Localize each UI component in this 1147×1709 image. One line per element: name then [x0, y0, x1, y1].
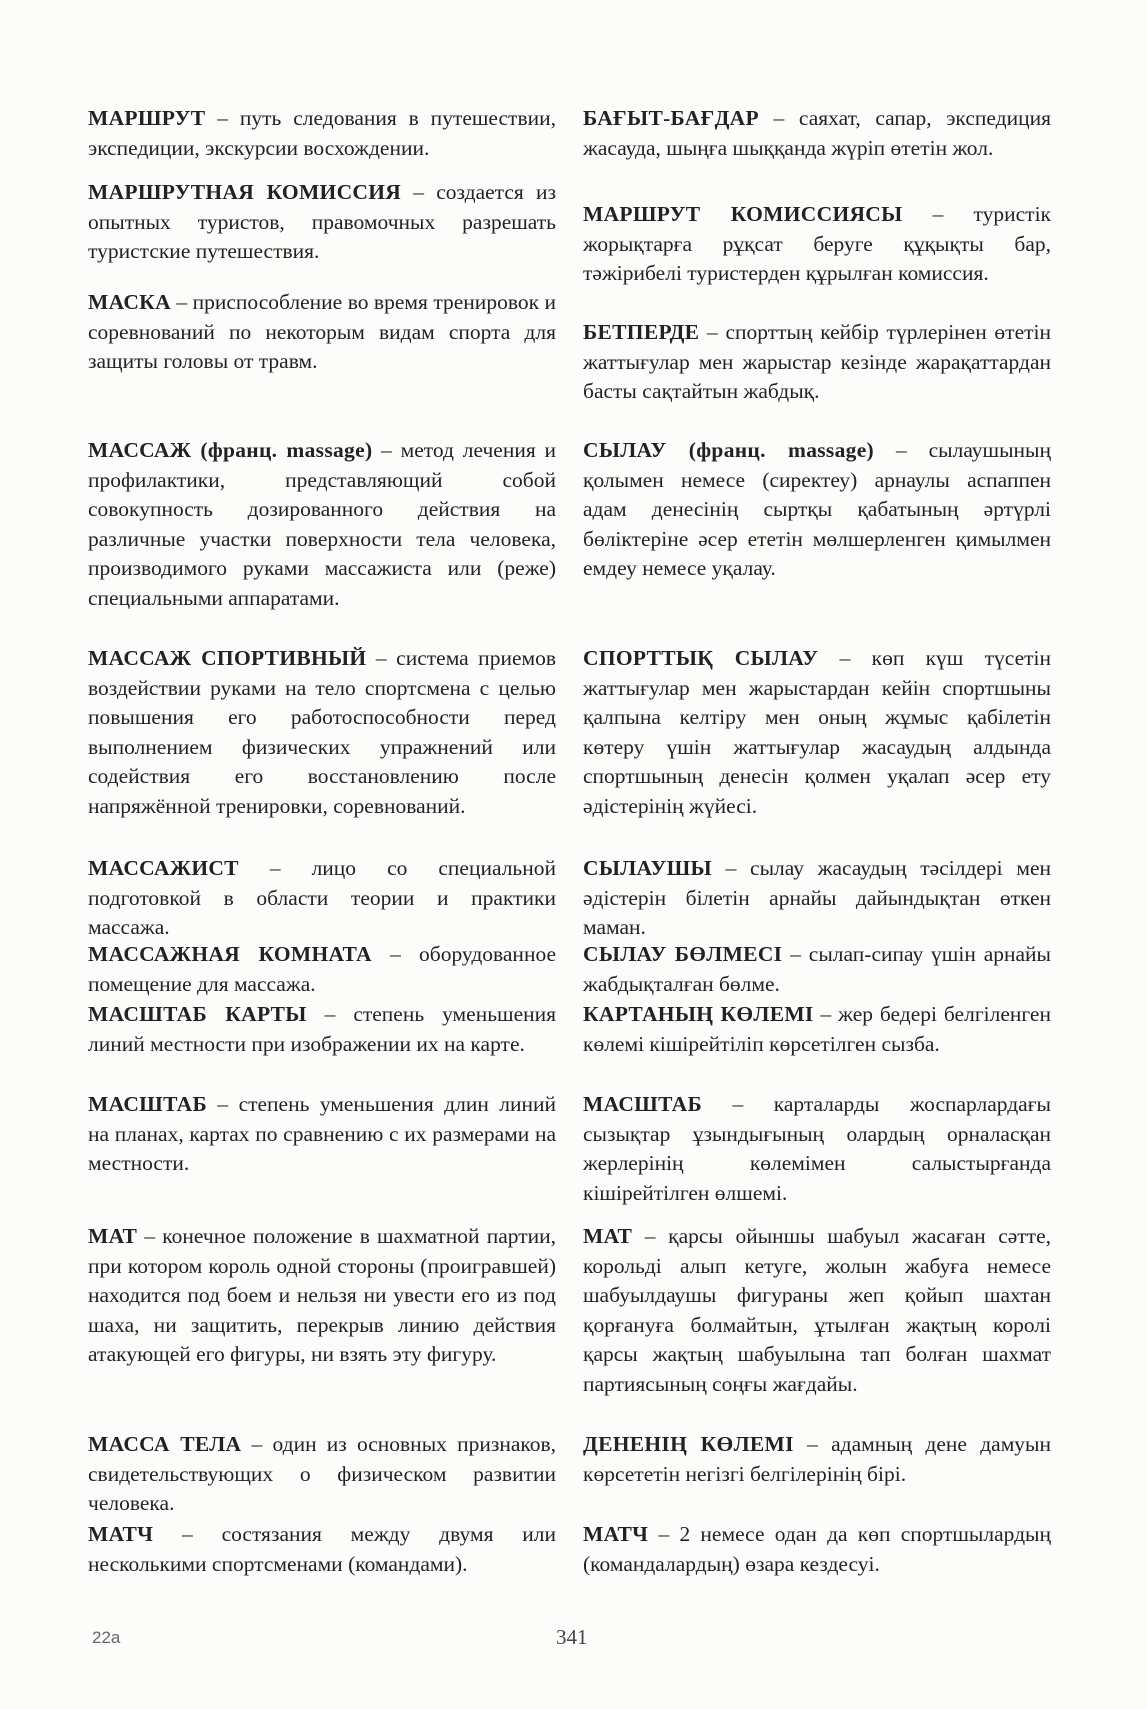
entry-definition: – лицо со специальной подготовкой в области теории и практики массажа.: [88, 856, 556, 940]
entry-mat: [88, 1222, 556, 1370]
entry-term: МАСШТАБ: [88, 1092, 207, 1116]
entry-masshtab-karty: [88, 1000, 556, 1059]
entry-masshtab-kz: [583, 1090, 1051, 1208]
entry-definition: – оборудованное помещение для массажа.: [88, 942, 556, 996]
entry-definition: – туристік жорықтарға рұқсат беруге құқықты бар, тәжірибелі туристерден құрылған комиссия.: [583, 202, 1051, 286]
entry-definition: – саяхат, сапар, экспедиция жасауда, шыңға шыққанда жүріп өтетін жол.: [583, 106, 1051, 160]
entry-marshrut-komissiyasy: [583, 200, 1051, 289]
entry-definition: – көп күш түсетін жаттығулар мен жарыстардан кейін спортшыны қалпына келтіру мен оның жұмыс қабілетін көтеру үшін жаттығулар жасаудың алдында спортшының денесін қолмен уқалап әсер ету әдістерінің жүйесі.: [583, 646, 1051, 818]
entry-term: МАТ: [88, 1224, 138, 1248]
entry-term: МАСШТАБ: [583, 1092, 702, 1116]
entry-term: БЕТПЕРДЕ: [583, 320, 700, 344]
entry-definition: – карталарды жоспарлардағы сызықтар ұзындығының олардың орналасқан жерлерінің көлемімен салыстырғанда кішірейтілген өлшемі.: [583, 1092, 1051, 1205]
entry-term: МАССАЖНАЯ КОМНАТА: [88, 942, 372, 966]
entry-definition: – спорттың кейбір түрлерінен өтетін жаттығулар мен жарыстар кезінде жарақаттардан басты сақтайтын жабдық.: [583, 320, 1051, 404]
entry-definition: – степень уменьшения линий местности при изображении их на карте.: [88, 1002, 557, 1056]
entry-definition: – путь следования в путешествии, экспедиции, экскурсии восхождении.: [88, 106, 556, 160]
entry-match: [88, 1520, 556, 1579]
entry-marshrutnaya-komissiya: [88, 178, 556, 267]
entry-term: МАССАЖ (франц. massage): [88, 438, 373, 462]
entry-definition: – адамның дене дамуын көрсететін негізгі белгілерінің бірі.: [583, 1432, 1052, 1486]
entry-definition: – сылап-сипау үшін арнайы жабдықталған бөлме.: [583, 942, 1051, 996]
entry-sylau: [583, 436, 1051, 584]
entry-definition: – система приемов воздействии руками на тело спортсмена с целью повышения его работоспособности перед выполнением физических упражнений или содействия его восстановлению после напряжённой тренировки, соревнований.: [88, 646, 556, 818]
entry-definition: – метод лечения и профилактики, представляющий собой совокупность дозированного действия на различные участки поверхности тела человека, производимого руками массажиста или (реже) специальными аппаратами.: [88, 438, 556, 610]
entry-definition: – состязания между двумя или несколькими спортсменами (командами).: [88, 1522, 556, 1576]
entry-denenin-kolemi: [583, 1430, 1051, 1489]
entry-term: МАТЧ: [583, 1522, 649, 1546]
entry-definition: – степень уменьшения длин линий на планах, картах по сравнению с их размерами на местности.: [88, 1092, 556, 1176]
entry-maska: [88, 288, 556, 377]
entry-term: КАРТАНЫҢ КӨЛЕМІ: [583, 1002, 814, 1026]
entry-masshtab: [88, 1090, 556, 1179]
entry-massazh-sportivny: [88, 644, 556, 822]
entry-definition: – сылау жасаудың тәсілдері мен әдістерін білетін арнайы дайындықтан өткен маман.: [583, 856, 1051, 940]
entry-definition: – один из основных признаков, свидетельствующих о физическом развитии человека.: [88, 1432, 557, 1516]
entry-sylau-bolmesi: [583, 940, 1051, 999]
entry-mat-kz: [583, 1222, 1051, 1400]
entry-definition: – конечное положение в шахматной партии, при котором король одной стороны (проигравшей) находится под боем и нельзя ни увести его из под шаха, ни защитить, перекрыв линию действия атакующей его фигуры, ни взять эту фигуру.: [88, 1224, 556, 1367]
entry-sporttyk-sylau: [583, 644, 1051, 822]
entry-kartanyn-kolemi: [583, 1000, 1051, 1059]
entry-definition: – қарсы ойыншы шабуыл жасаған сәтте, корольді алып кетуге, жолын жабуға немесе шабуылдаушы фигураны жеп қойып шахтан қорғануға болмайтын, ұтылған жақтың королі қарсы жақтың шабуылына тап болған шахмат партиясының соңғы жағдайы.: [583, 1224, 1051, 1396]
entry-definition: – сылаушының қолымен немесе (сиректеу) арнаулы аспаппен адам денесінің сыртқы қабатының әртүрлі бөліктеріне әсер ететін мөлшерленген қимылмен емдеу немесе уқалау.: [583, 438, 1051, 581]
entry-term: СПОРТТЫҚ СЫЛАУ: [583, 646, 819, 670]
entry-massazh: [88, 436, 556, 614]
entry-term: МАСКА: [88, 290, 171, 314]
entry-term: БАҒЫТ-БАҒДАР: [583, 106, 759, 130]
entry-match-kz: [583, 1520, 1051, 1579]
entry-term: МАССАЖ СПОРТИВНЫЙ: [88, 646, 367, 670]
entry-massa-tela: [88, 1430, 556, 1519]
page-number: 341: [556, 1625, 588, 1649]
entry-definition: – создается из опытных туристов, правомочных разрешать туристские путешествия.: [88, 180, 556, 264]
entry-term: МАССА ТЕЛА: [88, 1432, 242, 1456]
entry-term: СЫЛАУ (франц. massage): [583, 438, 875, 462]
entry-bagyt-bagdar: [583, 104, 1051, 163]
entry-term: МАРШРУТ КОМИССИЯСЫ: [583, 202, 903, 226]
entry-massazhist: [88, 854, 556, 943]
entry-definition: – 2 немесе одан да көп спортшылардың (командалардың) өзара кездесуі.: [583, 1522, 1051, 1576]
entry-definition: – жер бедері белгіленген көлемі кішірейтіліп көрсетілген сызба.: [583, 1002, 1051, 1056]
entry-sylaushy: [583, 854, 1051, 943]
entry-term: МАСШТАБ КАРТЫ: [88, 1002, 307, 1026]
entry-term: МАРШРУТ: [88, 106, 206, 130]
entry-term: ДЕНЕНІҢ КӨЛЕМІ: [583, 1432, 794, 1456]
entry-massazhnaya-komnata: [88, 940, 556, 999]
entry-definition: – приспособление во время тренировок и соревнований по некоторым видам спорта для защиты головы от травм.: [88, 290, 556, 374]
entry-term: СЫЛАУШЫ: [583, 856, 712, 880]
entry-term: МАРШРУТНАЯ КОМИССИЯ: [88, 180, 402, 204]
entry-marshrut: [88, 104, 556, 163]
entry-term: МАССАЖИСТ: [88, 856, 239, 880]
entry-term: СЫЛАУ БӨЛМЕСІ: [583, 942, 783, 966]
entry-term: МАТ: [583, 1224, 633, 1248]
entry-term: МАТЧ: [88, 1522, 154, 1546]
entry-betperde: [583, 318, 1051, 407]
signature-mark: 22a: [92, 1628, 121, 1647]
